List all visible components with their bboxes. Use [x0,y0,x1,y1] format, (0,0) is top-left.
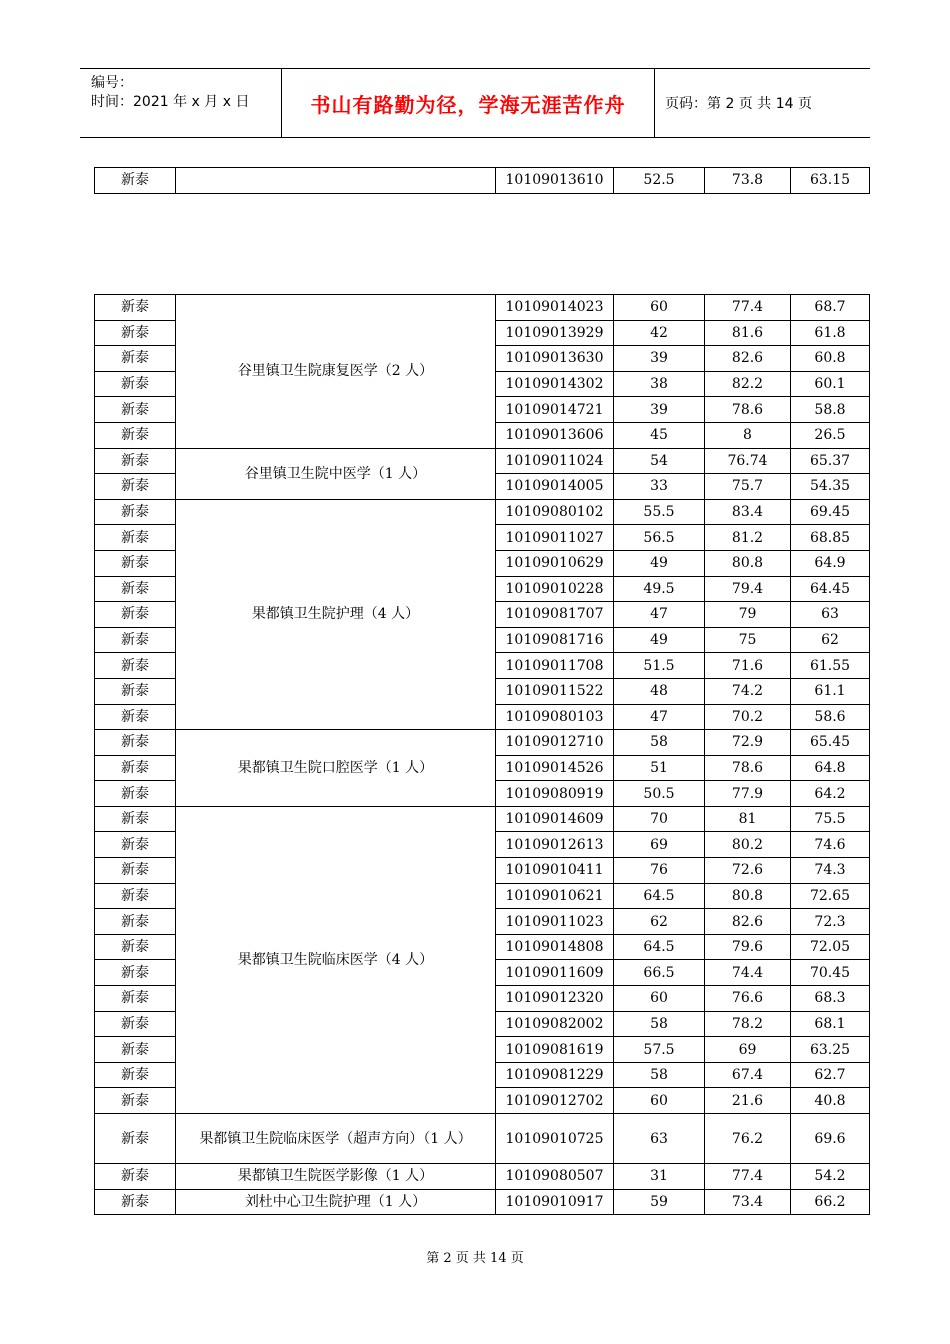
total-score-cell: 63.25 [791,1037,870,1063]
interview-score-cell: 77.4 [705,1164,791,1190]
candidate-id-cell: 10109010917 [496,1189,614,1215]
candidate-id-cell: 10109012710 [496,730,614,756]
interview-score-cell: 75 [705,627,791,653]
interview-score-cell: 80.8 [705,883,791,909]
candidate-id-cell: 10109012320 [496,986,614,1012]
position-cell [176,168,496,194]
interview-score-cell: 83.4 [705,499,791,525]
written-score-cell: 56.5 [614,525,705,551]
header-motto: 书山有路勤为径，学海无涯苦作舟 [310,92,626,117]
region-cell: 新泰 [95,371,176,397]
written-score-cell: 31 [614,1164,705,1190]
region-cell: 新泰 [95,602,176,628]
region-cell: 新泰 [95,1189,176,1215]
total-score-cell: 74.3 [791,858,870,884]
table-row [95,168,870,194]
candidate-id-cell: 10109013929 [496,320,614,346]
score-table-main [94,294,870,1215]
written-score-cell: 58 [614,1011,705,1037]
region-cell: 新泰 [95,1062,176,1088]
total-score-cell: 69.6 [791,1114,870,1164]
written-score-cell: 33 [614,474,705,500]
interview-score-cell: 67.4 [705,1062,791,1088]
written-score-cell: 49 [614,550,705,576]
total-score-cell: 69.45 [791,499,870,525]
total-score-cell: 72.65 [791,883,870,909]
candidate-id-cell: 10109012702 [496,1088,614,1114]
region-cell: 新泰 [95,397,176,423]
doc-time-label: 时间：2021 年 x 月 x 日 [91,94,250,110]
candidate-id-cell: 10109082002 [496,1011,614,1037]
candidate-id-cell: 10109081707 [496,602,614,628]
candidate-id-cell: 10109081229 [496,1062,614,1088]
candidate-id-cell: 10109080102 [496,499,614,525]
candidate-id-cell: 10109011023 [496,909,614,935]
candidate-id-cell: 10109010621 [496,883,614,909]
total-score-cell: 63.15 [791,168,870,194]
written-score-cell: 49 [614,627,705,653]
interview-score-cell: 80.8 [705,550,791,576]
region-cell: 新泰 [95,1114,176,1164]
interview-score-cell: 82.6 [705,909,791,935]
region-cell: 新泰 [95,346,176,372]
interview-score-cell: 80.2 [705,832,791,858]
written-score-cell: 58 [614,730,705,756]
interview-score-cell: 76.2 [705,1114,791,1164]
written-score-cell: 50.5 [614,781,705,807]
total-score-cell: 64.8 [791,755,870,781]
candidate-id-cell: 10109010725 [496,1114,614,1164]
total-score-cell: 61.8 [791,320,870,346]
written-score-cell: 51 [614,755,705,781]
region-cell: 新泰 [95,806,176,832]
total-score-cell: 26.5 [791,422,870,448]
written-score-cell: 60 [614,1088,705,1114]
written-score-cell: 45 [614,422,705,448]
written-score-cell: 76 [614,858,705,884]
interview-score-cell: 8 [705,422,791,448]
page-footer: 第 2 页 共 14 页 [426,1251,524,1266]
score-table-top [94,167,870,194]
interview-score-cell: 79.6 [705,934,791,960]
region-cell: 新泰 [95,474,176,500]
total-score-cell: 64.2 [791,781,870,807]
candidate-id-cell: 10109010629 [496,550,614,576]
region-cell: 新泰 [95,1037,176,1063]
written-score-cell: 49.5 [614,576,705,602]
written-score-cell: 47 [614,602,705,628]
candidate-id-cell: 10109014609 [496,806,614,832]
interview-score-cell: 81 [705,806,791,832]
total-score-cell: 68.85 [791,525,870,551]
interview-score-cell: 82.2 [705,371,791,397]
total-score-cell: 62 [791,627,870,653]
total-score-cell: 54.35 [791,474,870,500]
table-row [95,1189,870,1215]
region-cell: 新泰 [95,576,176,602]
region-cell: 新泰 [95,1011,176,1037]
region-cell: 新泰 [95,832,176,858]
region-cell: 新泰 [95,704,176,730]
table-row [95,1114,870,1164]
header-page-info: 页码：第 2 页 共 14 页 [665,96,812,112]
candidate-id-cell: 10109010411 [496,858,614,884]
region-cell: 新泰 [95,883,176,909]
region-cell: 新泰 [95,909,176,935]
written-score-cell: 52.5 [614,168,705,194]
total-score-cell: 72.3 [791,909,870,935]
region-cell: 新泰 [95,1088,176,1114]
table-row [95,448,870,474]
candidate-id-cell: 10109014526 [496,755,614,781]
written-score-cell: 42 [614,320,705,346]
written-score-cell: 48 [614,678,705,704]
region-cell: 新泰 [95,730,176,756]
written-score-cell: 38 [614,371,705,397]
interview-score-cell: 72.9 [705,730,791,756]
table-row [95,806,870,832]
position-cell: 果都镇卫生院口腔医学（1 人） [176,730,496,807]
total-score-cell: 70.45 [791,960,870,986]
written-score-cell: 63 [614,1114,705,1164]
total-score-cell: 61.55 [791,653,870,679]
region-cell: 新泰 [95,986,176,1012]
position-cell: 果都镇卫生院临床医学（4 人） [176,806,496,1113]
candidate-id-cell: 10109012613 [496,832,614,858]
total-score-cell: 68.7 [791,295,870,321]
written-score-cell: 66.5 [614,960,705,986]
region-cell: 新泰 [95,653,176,679]
interview-score-cell: 78.2 [705,1011,791,1037]
region-cell: 新泰 [95,960,176,986]
region-cell: 新泰 [95,1164,176,1190]
total-score-cell: 40.8 [791,1088,870,1114]
total-score-cell: 60.8 [791,346,870,372]
interview-score-cell: 76.6 [705,986,791,1012]
candidate-id-cell: 10109014721 [496,397,614,423]
total-score-cell: 64.9 [791,550,870,576]
total-score-cell: 66.2 [791,1189,870,1215]
candidate-id-cell: 10109080919 [496,781,614,807]
interview-score-cell: 78.6 [705,755,791,781]
total-score-cell: 72.05 [791,934,870,960]
written-score-cell: 64.5 [614,934,705,960]
interview-score-cell: 75.7 [705,474,791,500]
candidate-id-cell: 10109081619 [496,1037,614,1063]
interview-score-cell: 77.9 [705,781,791,807]
region-cell: 新泰 [95,525,176,551]
written-score-cell: 39 [614,346,705,372]
candidate-id-cell: 10109080507 [496,1164,614,1190]
total-score-cell: 64.45 [791,576,870,602]
interview-score-cell: 82.6 [705,346,791,372]
region-cell: 新泰 [95,858,176,884]
region-cell: 新泰 [95,320,176,346]
interview-score-cell: 21.6 [705,1088,791,1114]
interview-score-cell: 69 [705,1037,791,1063]
interview-score-cell: 70.2 [705,704,791,730]
total-score-cell: 60.1 [791,371,870,397]
total-score-cell: 74.6 [791,832,870,858]
candidate-id-cell: 10109011522 [496,678,614,704]
interview-score-cell: 74.2 [705,678,791,704]
total-score-cell: 58.6 [791,704,870,730]
table-row [95,730,870,756]
total-score-cell: 58.8 [791,397,870,423]
total-score-cell: 63 [791,602,870,628]
interview-score-cell: 79 [705,602,791,628]
interview-score-cell: 76.74 [705,448,791,474]
position-cell: 果都镇卫生院临床医学（超声方向）（1 人） [176,1114,496,1164]
interview-score-cell: 73.8 [705,168,791,194]
candidate-id-cell: 10109013606 [496,422,614,448]
interview-score-cell: 79.4 [705,576,791,602]
total-score-cell: 65.37 [791,448,870,474]
region-cell: 新泰 [95,678,176,704]
table-row [95,1164,870,1190]
written-score-cell: 39 [614,397,705,423]
region-cell: 新泰 [95,422,176,448]
total-score-cell: 61.1 [791,678,870,704]
candidate-id-cell: 10109014302 [496,371,614,397]
region-cell: 新泰 [95,627,176,653]
candidate-id-cell: 10109081716 [496,627,614,653]
written-score-cell: 57.5 [614,1037,705,1063]
candidate-id-cell: 10109011024 [496,448,614,474]
written-score-cell: 62 [614,909,705,935]
written-score-cell: 51.5 [614,653,705,679]
interview-score-cell: 73.4 [705,1189,791,1215]
interview-score-cell: 72.6 [705,858,791,884]
region-cell: 新泰 [95,499,176,525]
region-cell: 新泰 [95,755,176,781]
header-meta [80,69,281,137]
total-score-cell: 65.45 [791,730,870,756]
doc-number-label: 编号： [91,75,133,91]
interview-score-cell: 71.6 [705,653,791,679]
total-score-cell: 62.7 [791,1062,870,1088]
written-score-cell: 70 [614,806,705,832]
region-cell: 新泰 [95,448,176,474]
total-score-cell: 68.3 [791,986,870,1012]
written-score-cell: 69 [614,832,705,858]
region-cell: 新泰 [95,781,176,807]
interview-score-cell: 77.4 [705,295,791,321]
total-score-cell: 68.1 [791,1011,870,1037]
header-motto-cell [281,69,655,137]
written-score-cell: 58 [614,1062,705,1088]
written-score-cell: 64.5 [614,883,705,909]
candidate-id-cell: 10109013610 [496,168,614,194]
written-score-cell: 47 [614,704,705,730]
candidate-id-cell: 10109011609 [496,960,614,986]
region-cell: 新泰 [95,295,176,321]
written-score-cell: 60 [614,986,705,1012]
position-cell: 果都镇卫生院医学影像（1 人） [176,1164,496,1190]
written-score-cell: 54 [614,448,705,474]
candidate-id-cell: 10109080103 [496,704,614,730]
candidate-id-cell: 10109011708 [496,653,614,679]
interview-score-cell: 81.6 [705,320,791,346]
candidate-id-cell: 10109011027 [496,525,614,551]
interview-score-cell: 74.4 [705,960,791,986]
candidate-id-cell: 10109010228 [496,576,614,602]
position-cell: 刘杜中心卫生院护理（1 人） [176,1189,496,1215]
region-cell: 新泰 [95,168,176,194]
total-score-cell: 75.5 [791,806,870,832]
written-score-cell: 60 [614,295,705,321]
total-score-cell: 54.2 [791,1164,870,1190]
candidate-id-cell: 10109014023 [496,295,614,321]
page-header [80,68,870,138]
candidate-id-cell: 10109013630 [496,346,614,372]
position-cell: 果都镇卫生院护理（4 人） [176,499,496,729]
position-cell: 谷里镇卫生院中医学（1 人） [176,448,496,499]
written-score-cell: 59 [614,1189,705,1215]
written-score-cell: 55.5 [614,499,705,525]
interview-score-cell: 81.2 [705,525,791,551]
table-row [95,499,870,525]
candidate-id-cell: 10109014005 [496,474,614,500]
table-row [95,295,870,321]
position-cell: 谷里镇卫生院康复医学（2 人） [176,295,496,449]
region-cell: 新泰 [95,934,176,960]
candidate-id-cell: 10109014808 [496,934,614,960]
interview-score-cell: 78.6 [705,397,791,423]
region-cell: 新泰 [95,550,176,576]
